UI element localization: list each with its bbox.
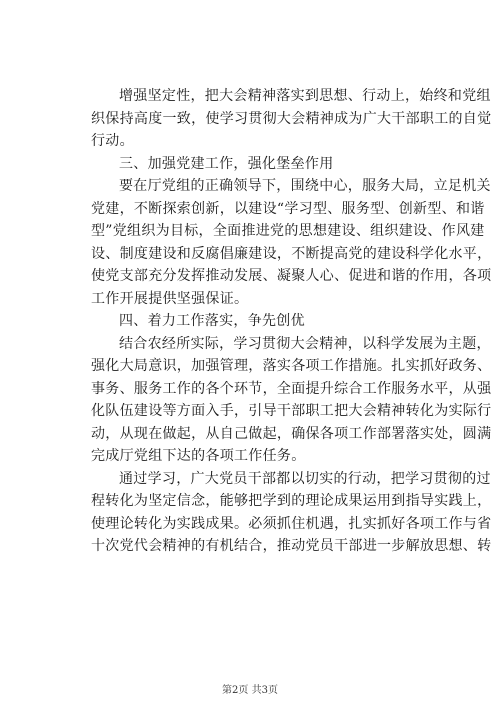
section-heading: 四、着力工作落实，争先创优 — [119, 313, 305, 329]
text-line: 使党支部充分发挥推动发展、凝聚人心、促进和谐的作用，各项 — [91, 268, 492, 284]
page-footer — [0, 681, 500, 696]
document-body — [91, 85, 492, 558]
text-line: 程转化为坚定信念，能够把学到的理论成果运用到指导实践上， — [91, 493, 492, 509]
section-heading: 三、加强党建工作，强化堡垒作用 — [119, 155, 334, 172]
text-line: 型”党组织为目标，全面推进党的思想建设、组织建设、作风建 — [91, 223, 485, 239]
text-line: 织保持高度一致，使学习贯彻大会精神成为广大干部职工的自觉 — [91, 110, 492, 127]
text-line: 行动。 — [91, 133, 134, 149]
text-line: 事务、服务工作的各个环节，全面提升综合工作服务水平，从强 — [91, 380, 492, 397]
text-line: 设、制度建设和反腐倡廉建设，不断提高党的建设科学化水平， — [91, 245, 492, 262]
text-line: 通过学习，广大党员干部都以切实的行动，把学习贯彻的过 — [119, 470, 491, 487]
text-line: 要在厅党组的正确领导下，围绕中心，服务大局，立足机关 — [119, 178, 491, 194]
page-number-label: 第2页 共3页 — [222, 685, 278, 696]
text-line: 完成厅党组下达的各项工作任务。 — [91, 448, 306, 464]
text-line: 强化大局意识，加强管理，落实各项工作措施。扎实抓好政务、 — [91, 358, 492, 374]
text-line: 工作开展提供坚强保证。 — [91, 290, 249, 307]
text-line: 十次党代会精神的有机结合，推动党员干部进一步解放思想、转 — [91, 538, 492, 554]
text-line: 结合农经所实际，学习贯彻大会精神，以科学发展为主题， — [119, 335, 491, 352]
text-line: 增强坚定性，把大会精神落实到思想、行动上，始终和党组 — [119, 88, 491, 104]
text-line: 使理论转化为实践成果。必须抓住机遇，扎实抓好各项工作与省 — [91, 515, 492, 532]
text-line: 党建，不断探索创新，以建设“学习型、服务型、创新型、和谐 — [91, 200, 485, 217]
body-text — [91, 85, 492, 558]
text-line: 化队伍建设等方面入手，引导干部职工把大会精神转化为实际行 — [91, 403, 492, 419]
text-line: 动，从现在做起，从自己做起，确保各项工作部署落实处，圆满 — [91, 425, 492, 442]
